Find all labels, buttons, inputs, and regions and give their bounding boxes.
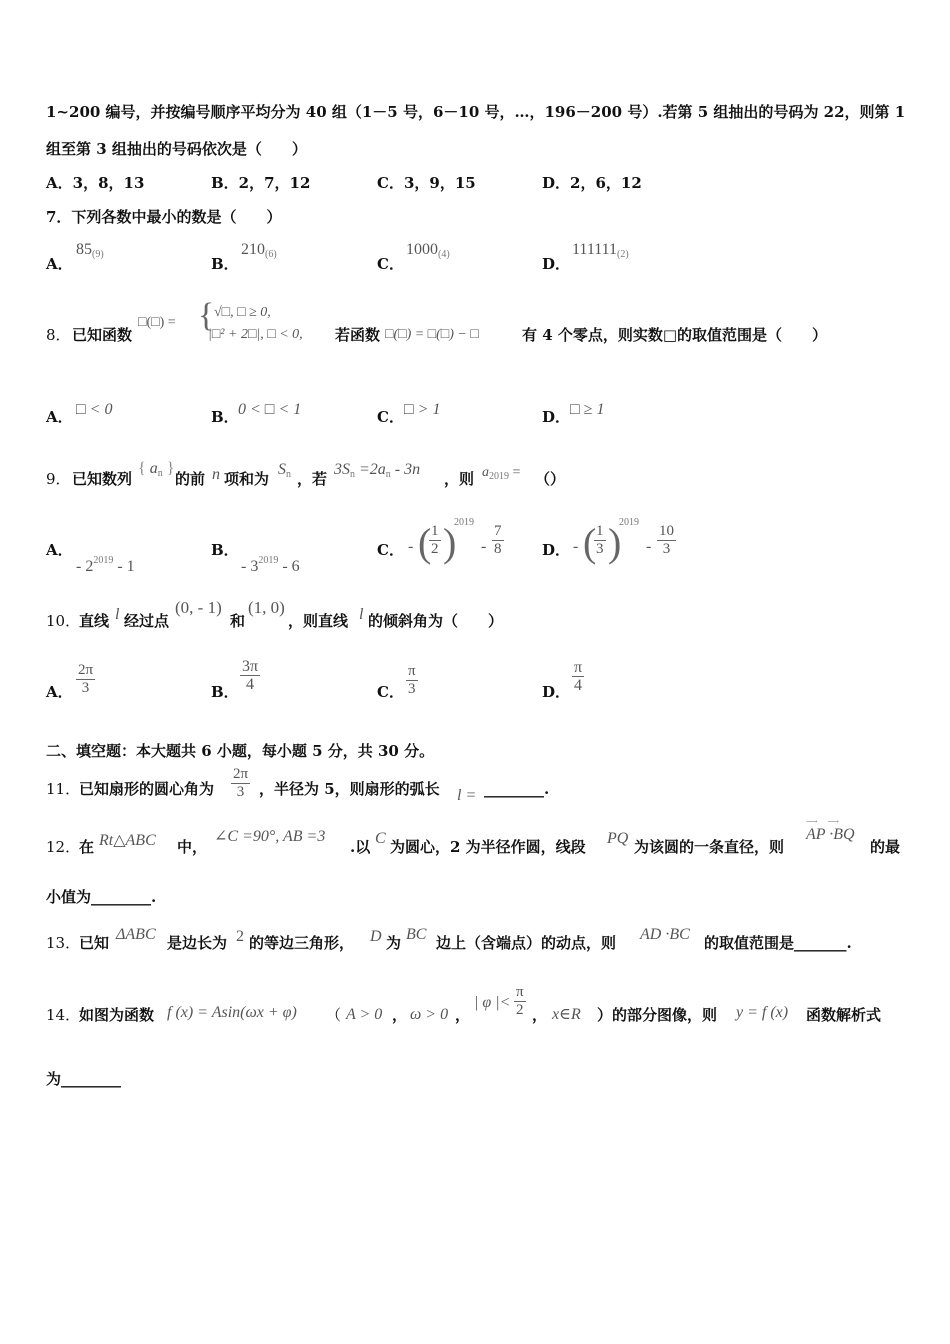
q6-option-c: C．3，9，15 <box>377 174 476 192</box>
q8-text3: 有 4 个零点，则实数□的取值范围是（ ） <box>522 326 828 344</box>
q9-target: $a_{2019}$ = <box>482 465 521 482</box>
q8-option-c: □ > 1 <box>404 401 441 418</box>
q7-option-b: $210_{(6)}$ <box>241 241 277 260</box>
q13-expr: AD ·BC <box>640 926 690 943</box>
q14-t2: （ <box>326 1006 342 1024</box>
q10-number: 10． <box>46 612 81 630</box>
q8-number: 8． <box>46 326 71 344</box>
q7-option-d: $111111_{(2)}$ <box>572 241 629 260</box>
q13-bc: BC <box>406 926 427 943</box>
q12-pq: PQ <box>607 830 629 847</box>
q9-label-b: B． <box>211 541 239 559</box>
q9-t3: 项和为 <box>224 470 270 488</box>
q9-optd-rparen: ) <box>608 520 622 565</box>
q9-condition: $3S_n =2a_n - 3n$ <box>334 461 421 480</box>
q9-label-d: D． <box>542 541 571 559</box>
q14-t3: ， <box>392 1006 408 1024</box>
q11-expr: l = <box>457 787 477 804</box>
q7-option-c: $1000_{(4)}$ <box>406 241 450 260</box>
q7-option-a: $85_{(9)}$ <box>76 241 104 260</box>
q10-label-b: B． <box>211 683 239 701</box>
q13-number: 13． <box>46 934 81 952</box>
q9-optd-frac: $\frac{1}{3}$ <box>596 523 604 557</box>
q8-brace: { <box>198 297 215 334</box>
q13-t6: 的取值范围是_______. <box>704 934 852 952</box>
q9-seq: { $a_n$ } <box>138 460 175 479</box>
q10-point1: (0, - 1) <box>175 598 222 617</box>
q8-text2: 若函数 <box>335 326 381 344</box>
q12-vector-expr: ⟶ ⟶ AP ·BQ <box>806 817 855 843</box>
q9-t6: （） <box>535 470 566 488</box>
q10-point2: (1, 0) <box>248 598 285 617</box>
q8-func-lhs: □(□) = <box>138 315 176 330</box>
q14-t1: 如图为函数 <box>79 1006 155 1024</box>
q9-optc-frac: $\frac{1}{2}$ <box>431 523 439 557</box>
q9-optc-rparen: ) <box>443 520 457 565</box>
q8-label-a: A． <box>46 408 73 426</box>
q6-option-a: A．3，8，13 <box>46 174 145 192</box>
q12-number: 12． <box>46 838 81 856</box>
q10-t5: 的倾斜角为（ ） <box>368 612 504 630</box>
q9-optd-minus: - <box>646 538 652 555</box>
q9-optd-sign: - <box>573 538 579 555</box>
q11-t1: 已知扇形的圆心角为 <box>79 780 215 798</box>
q9-t4: ，若 <box>297 470 328 488</box>
q11-blank: ________. <box>484 780 550 798</box>
q9-t5: ，则 <box>444 470 475 488</box>
q9-option-a: - $2^{2019} - 1$ <box>76 555 135 575</box>
q8-label-d: D． <box>542 408 571 426</box>
q7-label-c: C． <box>377 255 404 273</box>
q13-t4: 为 <box>386 934 402 952</box>
q14-function: f (x) = Asin(ωx + φ) <box>167 1004 297 1021</box>
q10-option-a: $\frac{2\pi}{3}$ <box>78 662 94 696</box>
q14-t4: ， <box>455 1006 471 1024</box>
q8-option-a: □ < 0 <box>76 401 113 418</box>
q13-t3: 的等边三角形， <box>249 934 355 952</box>
q13-t1: 已知 <box>79 934 110 952</box>
q8-piece1: √□, □ ≥ 0, <box>214 305 271 320</box>
q14-t6: ）的部分图像，则 <box>597 1006 718 1024</box>
q7-label-a: A． <box>46 255 73 273</box>
q13-d: D <box>370 928 382 945</box>
q9-number: 9． <box>46 470 71 488</box>
q14-cond-a: A > 0 <box>346 1006 383 1023</box>
q9-optd-frac2: $\frac{10}{3}$ <box>659 523 674 557</box>
q9-option-b: - $3^{2019} - 6$ <box>241 555 300 575</box>
q10-label-d: D． <box>542 683 571 701</box>
q10-option-c: $\frac{\pi}{3}$ <box>408 663 416 697</box>
q10-label-a: A． <box>46 683 73 701</box>
q10-t2: 经过点 <box>124 612 170 630</box>
q10-t3: 和 <box>230 612 246 630</box>
q10-option-d: $\frac{\pi}{4}$ <box>574 659 583 694</box>
q12-t3: .以 <box>350 838 371 856</box>
q9-optd-lparen: ( <box>583 520 597 565</box>
q11-angle: $\frac{2\pi}{3}$ <box>233 766 249 800</box>
q14-number: 14． <box>46 1006 81 1024</box>
q12-t1: 在 <box>79 838 95 856</box>
q12-t6: 的最 <box>870 838 901 856</box>
q10-t1: 直线 <box>79 612 110 630</box>
q6-option-d: D．2，6，12 <box>542 174 642 192</box>
q10-l: l <box>115 606 120 623</box>
q9-S: $S_n$ <box>278 461 291 480</box>
q6-line1: 1~200 编号，并按编号顺序平均分为 40 组（1－5 号，6－10 号，…，196－200 号）.若第 5 组抽出的号码为 22，则第 1 <box>46 103 906 121</box>
q9-optc-sign: - <box>408 538 414 555</box>
q12-t4: 为圆心，2 为半径作圆，线段 <box>390 838 586 856</box>
q12-triangle: Rt△ABC <box>99 832 156 849</box>
q9-optc-minus: - <box>481 538 487 555</box>
q8-label-c: C． <box>377 408 404 426</box>
q9-t2: 的前 <box>175 470 206 488</box>
q14-cond-x: x∈R <box>552 1006 581 1023</box>
q13-t5: 边上（含端点）的动点，则 <box>436 934 617 952</box>
q10-l2: l <box>359 606 364 623</box>
q10-label-c: C． <box>377 683 404 701</box>
q9-optc-lparen: ( <box>418 520 432 565</box>
q11-t2: ，半径为 5，则扇形的弧长 <box>259 780 440 798</box>
q6-line2: 组至第 3 组抽出的号码依次是（ ） <box>46 140 307 158</box>
q8-option-b: 0 < □ < 1 <box>238 401 302 418</box>
q7-stem: 7．下列各数中最小的数是（ ） <box>46 208 282 226</box>
q9-optc-exp: 2019 <box>454 517 474 528</box>
q12-line2: 小值为________. <box>46 888 157 906</box>
q14-cond-phi: | φ |< <box>474 994 511 1011</box>
q8-option-d: □ ≥ 1 <box>570 401 605 418</box>
q9-optc-frac2: $\frac{7}{8}$ <box>494 523 502 557</box>
q9-label-c: C． <box>377 541 404 559</box>
q12-t5: 为该圆的一条直径，则 <box>634 838 785 856</box>
q8-piece2: |□² + 2□|, □ < 0, <box>208 327 303 342</box>
q9-optd-exp: 2019 <box>619 517 639 528</box>
q11-number: 11． <box>46 780 81 798</box>
q10-option-b: $\frac{3\pi}{4}$ <box>242 658 259 693</box>
q14-line2: 为________ <box>46 1070 122 1088</box>
q8-label-b: B． <box>211 408 239 426</box>
q12-condition: ∠C =90°, AB =3 <box>214 828 326 845</box>
q12-t2: 中， <box>177 838 208 856</box>
q10-t4: ，则直线 <box>288 612 349 630</box>
q8-text1: 已知函数 <box>72 326 133 344</box>
q8-g-expr: □(□) = □(□) − □ <box>385 327 479 342</box>
section-2-heading: 二、填空题：本大题共 6 小题，每小题 5 分，共 30 分。 <box>46 742 435 760</box>
q7-label-d: D． <box>542 255 571 273</box>
q7-label-b: B． <box>211 255 239 273</box>
q9-t1: 已知数列 <box>72 470 133 488</box>
q12-c: C <box>375 830 386 847</box>
q14-function2: y = f (x) <box>736 1004 789 1021</box>
q14-t5: ， <box>532 1006 548 1024</box>
q14-cond-omega: ω > 0 <box>410 1006 449 1023</box>
q13-triangle: ΔABC <box>116 926 156 943</box>
q6-option-b: B．2，7，12 <box>211 174 311 192</box>
q14-t7: 函数解析式 <box>806 1006 882 1024</box>
q14-pi-over-2: $\frac{\pi}{2}$ <box>516 984 524 1018</box>
q13-two: 2 <box>236 928 244 945</box>
q9-label-a: A． <box>46 541 73 559</box>
q13-t2: 是边长为 <box>167 934 228 952</box>
q9-n: n <box>212 466 220 483</box>
